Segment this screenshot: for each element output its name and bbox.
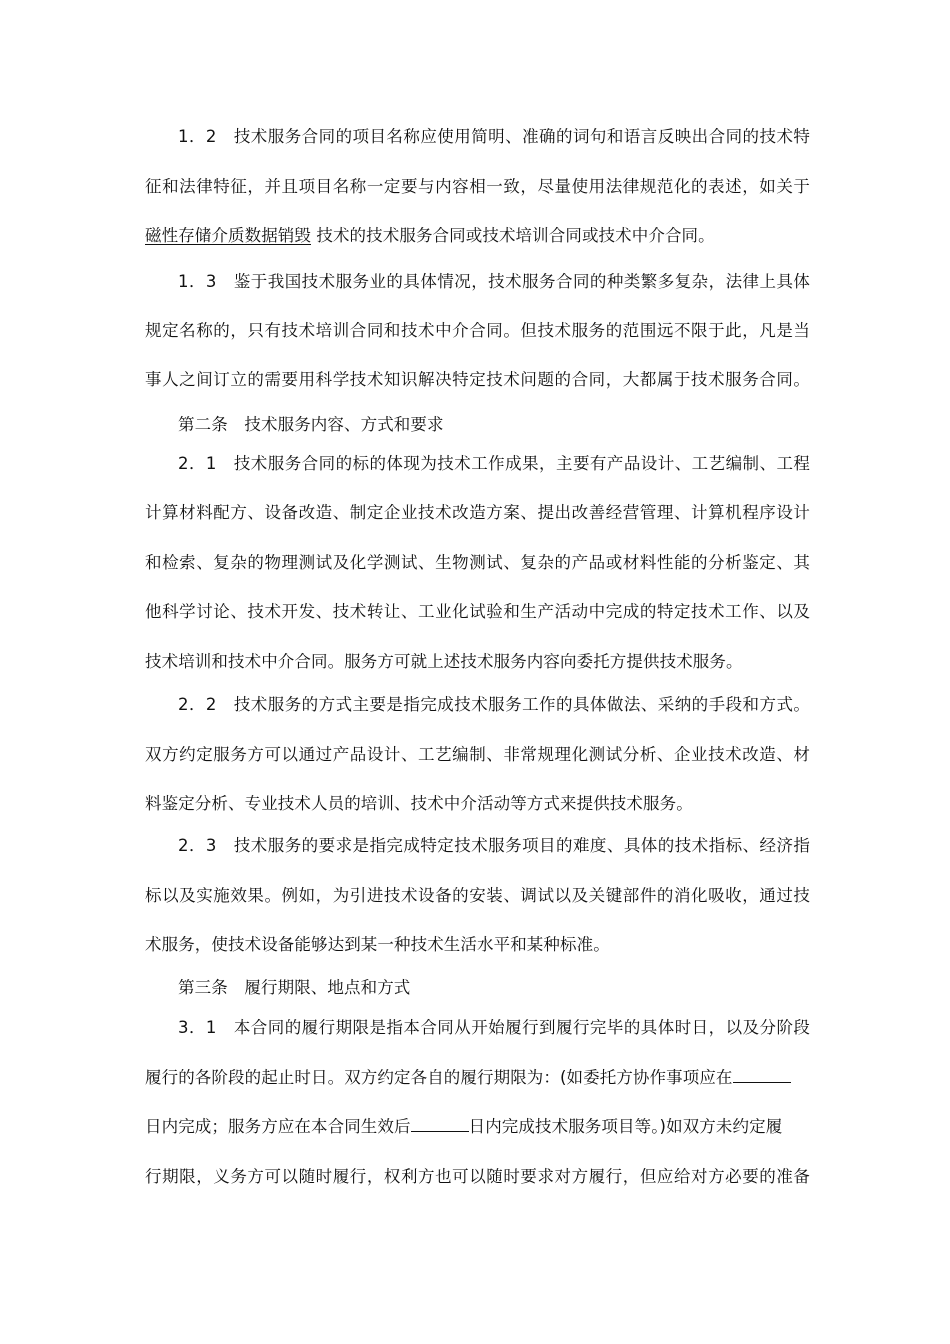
paragraph-1-3-line-2: 规定名称的，只有技术培训合同和技术中介合同。但技术服务的范围远不限于此，凡是当 <box>145 321 810 340</box>
paragraph-1-2-line-3 <box>145 225 810 247</box>
paragraph-1-2-line-1: 1．2 技术服务合同的项目名称应使用简明、准确的词句和语言反映出合同的技术特 <box>178 127 810 146</box>
blank-field-2[interactable] <box>411 1117 469 1132</box>
paragraph-3-1-line-2-text: 履行的各阶段的起止时日。双方约定各自的履行期限为：(如委托方协作事项应在 <box>145 1068 733 1087</box>
blank-field-1[interactable] <box>733 1068 791 1083</box>
paragraph-2-3-line-2: 标以及实施效果。例如，为引进技术设备的安装、调试以及关键部件的消化吸收，通过技 <box>145 886 810 905</box>
paragraph-2-1-line-5: 技术培训和技术中介合同。服务方可就上述技术服务内容向委托方提供技术服务。 <box>145 652 743 671</box>
paragraph-2-1-line-2: 计算材料配方、设备改造、制定企业技术改造方案、提出改善经营管理、计算机程序设计 <box>145 503 810 522</box>
paragraph-2-3-line-1: 2．3 技术服务的要求是指完成特定技术服务项目的难度、具体的技术指标、经济指 <box>178 836 810 855</box>
paragraph-3-1-line-2 <box>145 1067 810 1089</box>
paragraph-3-1-line-3-text-b: 日内完成技术服务项目等。)如双方未约定履 <box>468 1117 783 1136</box>
paragraph-2-2-line-1: 2．2 技术服务的方式主要是指完成技术服务工作的具体做法、采纳的手段和方式。 <box>178 695 810 714</box>
paragraph-3-1-line-1: 3．1 本合同的履行期限是指本合同从开始履行到履行完毕的具体时日，以及分阶段 <box>178 1018 810 1037</box>
paragraph-3-1-line-3-text-a: 日内完成；服务方应在本合同生效后 <box>145 1117 411 1136</box>
underlined-term: 磁性存储介质数据销毁 <box>145 226 311 245</box>
paragraph-1-2-line-2: 征和法律特征，并且项目名称一定要与内容相一致，尽量使用法律规范化的表述，如关于 <box>145 177 810 196</box>
paragraph-2-1-line-3: 和检索、复杂的物理测试及化学测试、生物测试、复杂的产品或材料性能的分析鉴定、其 <box>145 553 810 572</box>
paragraph-1-3-line-3: 事人之间订立的需要用科学技术知识解决特定技术问题的合同，大都属于技术服务合同。 <box>145 370 810 389</box>
paragraph-1-3-line-1: 1．3 鉴于我国技术服务业的具体情况，技术服务合同的种类繁多复杂，法律上具体 <box>178 272 810 291</box>
paragraph-2-2-line-3: 料鉴定分析、专业技术人员的培训、技术中介活动等方式来提供技术服务。 <box>145 794 693 813</box>
paragraph-2-2-line-2: 双方约定服务方可以通过产品设计、工艺编制、非常规理化测试分析、企业技术改造、材 <box>145 745 810 764</box>
paragraph-3-1-line-4: 行期限，义务方可以随时履行，权利方也可以随时要求对方履行，但应给对方必要的准备 <box>145 1167 810 1186</box>
paragraph-3-1-line-3 <box>145 1116 810 1138</box>
paragraph-2-1-line-4: 他科学讨论、技术开发、技术转让、工业化试验和生产活动中完成的特定技术工作、以及 <box>145 602 810 621</box>
paragraph-1-2-line-3-text: 技术的技术服务合同或技术培训合同或技术中介合同。 <box>311 226 715 245</box>
paragraph-2-1-line-1: 2．1 技术服务合同的标的体现为技术工作成果，主要有产品设计、工艺编制、工程 <box>178 454 810 473</box>
paragraph-2-3-line-3: 术服务，使技术设备能够达到某一种技术生活水平和某种标准。 <box>145 935 610 954</box>
section-heading-3: 第三条 履行期限、地点和方式 <box>178 978 411 997</box>
section-heading-2: 第二条 技术服务内容、方式和要求 <box>178 415 444 434</box>
